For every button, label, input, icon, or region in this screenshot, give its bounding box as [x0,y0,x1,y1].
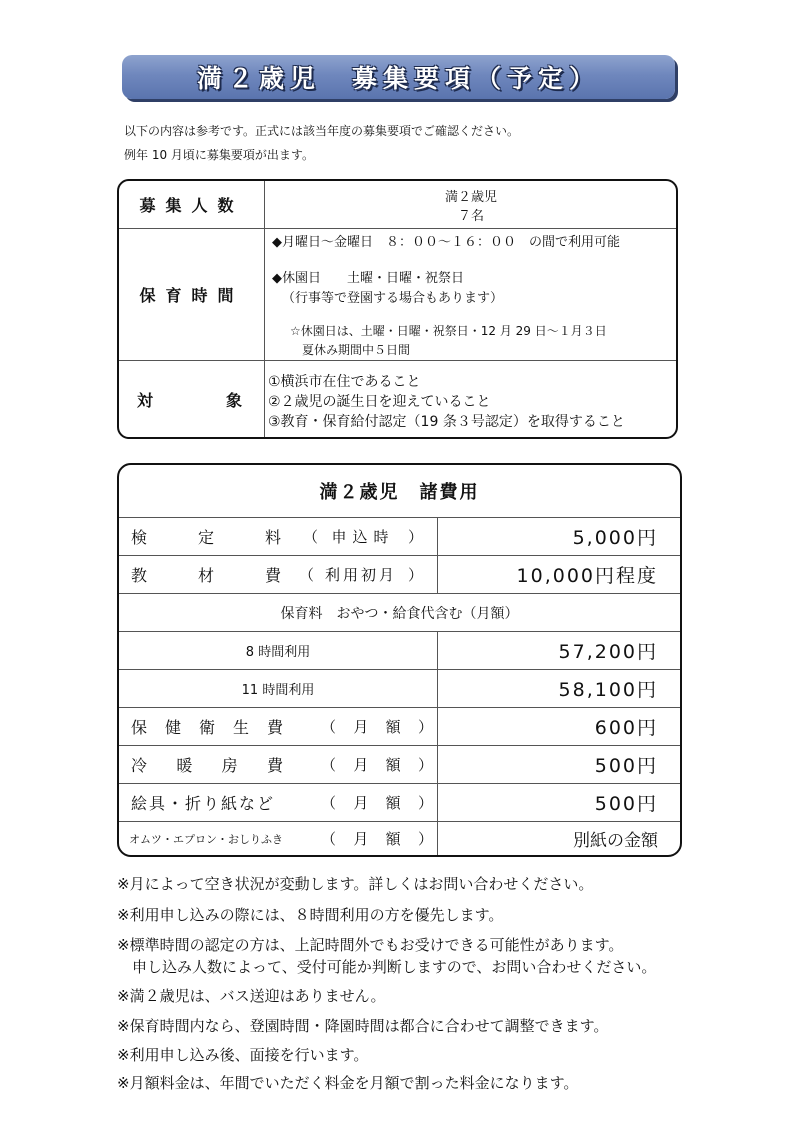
hours-row [119,229,676,361]
target-label: 対 象 [119,361,265,437]
title-banner [122,55,675,99]
fee-row-health: 保 健 衛 生 費 （ 月 額 ） 600円 [119,708,680,746]
target-row [119,361,676,437]
fee-row-materials: 教 材 費 （ 利用初月 ） 10,000円程度 [119,556,680,594]
fees-table [117,463,682,857]
intro-note: 例年 10 月頃に募集要項が出ます。 [124,148,314,162]
capacity-content: 満２歳児 ７名 [444,190,497,224]
fee-row-8h: 8 時間利用 57,200円 [119,632,680,670]
fee-row-exam: 検 定 料 （ 申込時 ） 5,000円 [119,518,680,556]
fees-title: 満２歳児 諸費用 [119,465,680,518]
note-line: ※月額料金は、年間でいただく料金を月額で割った料金になります。 [117,1074,579,1092]
fee-value: 57,200円 [558,641,658,663]
fee-value: 10,000円程度 [516,565,658,587]
fee-value: 600円 [594,717,658,739]
note-line: ※利用申し込みの際には、８時間利用の方を優先します。 [117,906,504,924]
page-title: 満２歳児 募集要項（予定） [196,64,600,93]
capacity-label: 募集人数 [119,181,265,228]
fee-row-11h: 11 時間利用 58,100円 [119,670,680,708]
fee-row-art: 絵具・折り紙など （ 月 額 ） 500円 [119,784,680,822]
capacity-row [119,181,676,229]
note-line: ※利用申し込み後、面接を行います。 [117,1046,369,1064]
childcare-header: 保育料 おやつ・給食代含む（月額） [280,605,519,622]
fee-value: 5,000円 [572,527,658,549]
note-line: ※標準時間の認定の方は、上記時間外でもお受けできる可能性があります。 [117,936,624,954]
target-content: ①横浜市在住であること ②２歳児の誕生日を迎えていること ③教育・保育給付認定（19 条３号認定）を取得すること [268,374,625,430]
fee-value: 500円 [594,793,658,815]
requirements-table [117,179,678,439]
fee-row-diapers: オムツ・エプロン・おしりふき （ 月 額 ） 別紙の金額 [119,822,680,855]
note-line: ※月によって空き状況が変動します。詳しくはお問い合わせください。 [117,875,594,893]
childcare-header-row [119,594,680,632]
note-line: ※保育時間内なら、登園時間・降園時間は都合に合わせて調整できます。 [117,1017,609,1035]
hours-content: ◆月曜日～金曜日 ８：００～１６：００ の間で利用可能 ◆休園日 土曜・日曜・祝祭日 （行事等で登園する場合もあります） ☆休園日は、土曜・日曜・祝祭日・12 月 29 日～１月３日 夏休み期間中５日間 [272,235,620,357]
fee-row-heating: 冷 暖 房 費 （ 月 額 ） 500円 [119,746,680,784]
fee-value: 58,100円 [558,679,658,701]
fee-value: 別紙の金額 [573,831,658,851]
fee-value: 500円 [594,755,658,777]
note-line: 申し込み人数によって、受付可能か判断しますので、お問い合わせください。 [117,958,657,976]
note-line: ※満２歳児は、バス送迎はありません。 [117,987,386,1005]
intro-note: 以下の内容は参考です。正式には該当年度の募集要項でご確認ください。 [124,124,520,138]
hours-label: 保育時間 [119,229,265,360]
